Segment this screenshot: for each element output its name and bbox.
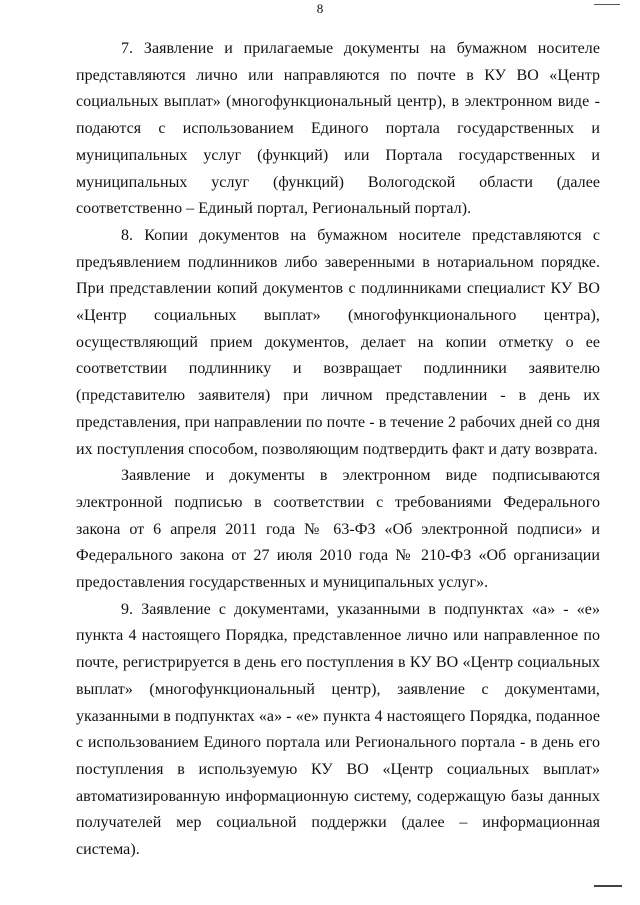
paragraph-8-signature: Заявление и документы в электронном виде подписываются электронной подписью в соответствии с требованиями Федерального закона от 6 апреля 2011 года № 63-ФЗ «Об электронной подписи» и Федерального закона от 27 июля 2010 года № 210-ФЗ «Об организации предоставления государственных и муниципальных услуг». (76, 467, 600, 592)
paragraph-8: 8. Копии документов на бумажном носителе представляются с предъявлением подлинников либо заверенными в нотариальном порядке. При представлении копий документов с подлинниками специалист КУ ВО «Центр социальных выплат» (многофункционального центра), осуществляющий прием документов, делает на копии отметку о ее соответствии подлиннику и возвращает подлинники заявителю (представителю заявителя) при личном представлении - в день их представления, при направлении по почте - в течение 2 рабочих дней со дня их поступления способом, позволяющим подтвердить факт и дату возврата. (76, 226, 600, 458)
bottom-mark (594, 885, 622, 887)
document-body (76, 36, 600, 864)
paragraph-9: 9. Заявление с документами, указанными в подпунктах «а» - «е» пункта 4 настоящего Порядка, представленное лично или направленное по почте, регистрируется в день его поступления в КУ ВО «Центр социальных выплат» (многофункциональный центр), заявление с документами, указанными в подпунктах «а» - «е» пункта 4 настоящего Порядка, поданное с использованием Единого портала или Регионального портала - в день его поступления в используемую КУ ВО «Центр социальных выплат» автоматизированную информационную систему, содержащую базы данных получателей мер социальной поддержки (далее – информационная система). (76, 600, 600, 859)
page-number: 8 (316, 1, 324, 16)
paragraph-7: 7. Заявление и прилагаемые документы на бумажном носителе представляются лично или направляются по почте в КУ ВО «Центр социальных выплат» (многофункциональный центр), в электронном виде - подаются с использованием Единого портала государственных и муниципальных услуг (функций) или Портала государственных и муниципальных услуг (функций) Вологодской области (далее соответственно – Единый портал, Региональный портал). (76, 40, 600, 218)
